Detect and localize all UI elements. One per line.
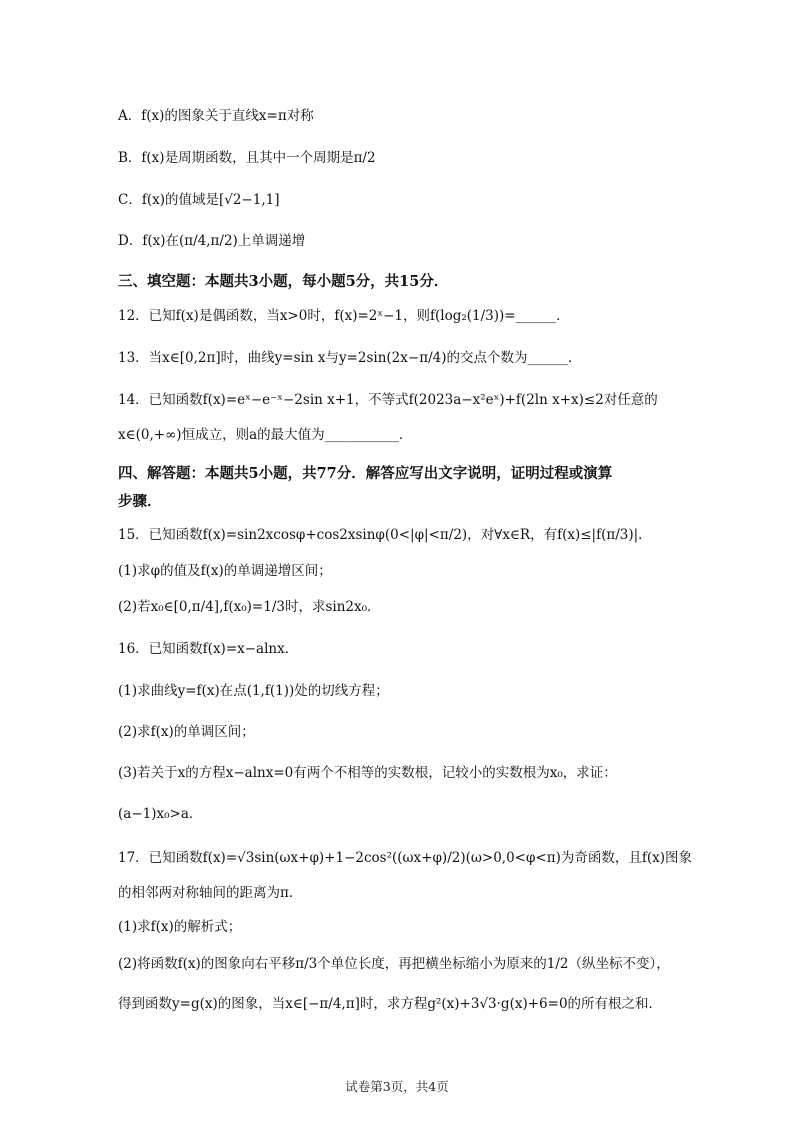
question-16-part3: (3)若关于x的方程x−alnx=0有两个不相等的实数根，记较小的实数根为x₀，求证：	[118, 765, 617, 781]
question-17-part2-line1: (2)将函数f(x)的图象向右平移π/3个单位长度，再把横坐标缩小为原来的1/2（纵坐标不变），	[118, 956, 670, 972]
question-15-part2: (2)若x₀∈[0,π/4],f(x₀)=1/3时，求sin2x₀．	[118, 599, 381, 615]
question-15-part1: (1)求φ的值及f(x)的单调递增区间；	[118, 563, 332, 579]
question-12: 12．已知f(x)是偶函数，当x>0时，f(x)=2ˣ−1，则f(log₂(1/3))=______．	[118, 308, 570, 324]
option-a: A．f(x)的图象关于直线x=π对称	[118, 108, 314, 124]
option-b: B．f(x)是周期函数，且其中一个周期是π/2	[118, 150, 376, 166]
question-17-part1: (1)求f(x)的解析式；	[118, 919, 242, 935]
option-d: D．f(x)在(π/4,π/2)上单调递增	[118, 233, 306, 249]
section-4-title-line2: 步骤．	[118, 493, 162, 510]
question-13: 13．当x∈[0,2π]时，曲线y=sin x与y=2sin(2x−π/4)的交点个数为______．	[118, 350, 582, 366]
question-16-part3-cont: (a−1)x₀>a．	[118, 806, 203, 822]
question-17-part2-line2: 得到函数y=g(x)的图象，当x∈[−π/4,π]时，求方程g²(x)+3√3·g(x)+6=0的所有根之和．	[118, 996, 663, 1012]
question-17-line1: 17．已知函数f(x)=√3sin(ωx+φ)+1−2cos²((ωx+φ)/2)(ω>0,0<φ<π)为奇函数，且f(x)图象	[118, 850, 693, 866]
question-17-line2: 的相邻两对称轴间的距离为π．	[118, 885, 303, 901]
section-4-title-line1: 四、解答题：本题共5小题，共77分．解答应写出文字说明，证明过程或演算	[118, 465, 613, 482]
question-16-part2: (2)求f(x)的单调区间；	[118, 724, 255, 740]
page-footer: 试卷第3页，共4页	[345, 1079, 449, 1094]
option-c: C．f(x)的值域是[√2−1,1]	[118, 192, 280, 208]
question-14-line1: 14．已知函数f(x)=eˣ−e⁻ˣ−2sin x+1，不等式f(2023a−x²eˣ)+f(2ln x+x)≤2对任意的	[118, 392, 658, 408]
question-15: 15．已知函数f(x)=sin2xcosφ+cos2xsinφ(0<|φ|<π/2)，对∀x∈R，有f(x)≤|f(π/3)|．	[118, 527, 652, 543]
question-16: 16．已知函数f(x)=x−alnx．	[118, 641, 299, 657]
question-16-part1: (1)求曲线y=f(x)在点(1,f(1))处的切线方程；	[118, 683, 389, 699]
section-3-title: 三、填空题：本题共3小题，每小题5分，共15分．	[118, 273, 449, 290]
question-14-line2: x∈(0,+∞)恒成立，则a的最大值为___________．	[118, 427, 413, 443]
